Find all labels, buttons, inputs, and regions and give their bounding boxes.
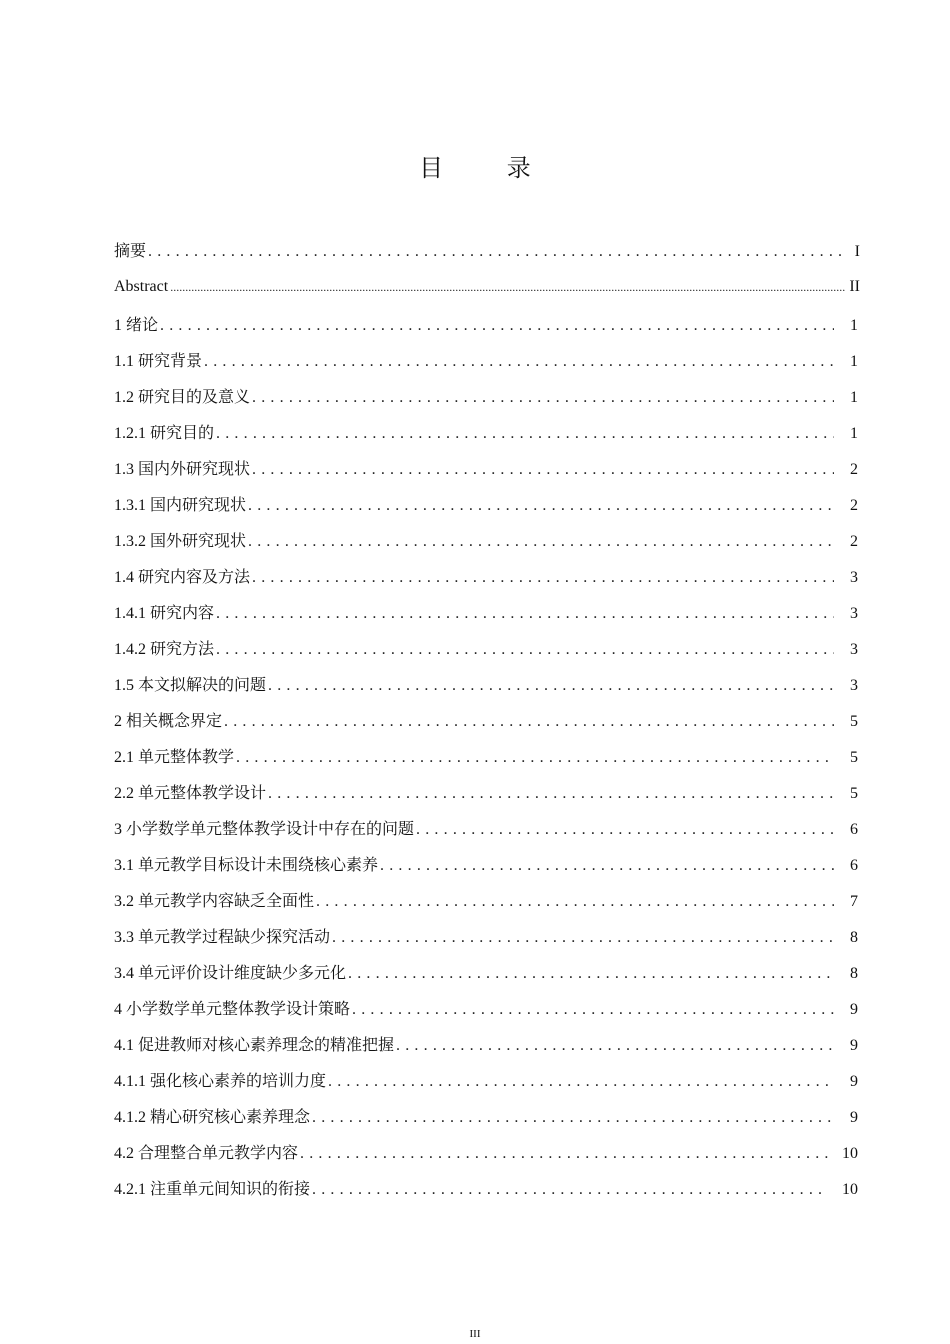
toc-entry[interactable] xyxy=(114,312,860,348)
toc-entry-label: 1.1 研究背景 xyxy=(114,353,203,370)
toc-entry-page: 1 xyxy=(850,353,858,370)
toc-entry-label: 摘要 xyxy=(114,243,147,260)
toc-entry-label: Abstract xyxy=(114,278,169,295)
toc-entry-page: 5 xyxy=(850,713,858,730)
toc-entry[interactable] xyxy=(114,816,860,852)
toc-entry-page: 6 xyxy=(850,857,858,874)
dot-leader xyxy=(224,713,834,731)
dot-leader xyxy=(312,1181,828,1199)
toc-entry-page: 7 xyxy=(850,893,858,910)
toc-entry[interactable] xyxy=(114,348,860,384)
toc-entry[interactable] xyxy=(114,960,860,996)
toc-entry-page: 1 xyxy=(850,425,858,442)
toc-entry[interactable] xyxy=(114,1140,860,1176)
toc-entry-label: 3.2 单元教学内容缺乏全面性 xyxy=(114,893,315,910)
toc-entry-label: 4.2.1 注重单元间知识的衔接 xyxy=(114,1181,311,1198)
toc-entry-page: 10 xyxy=(842,1145,858,1162)
toc-entry-page: 5 xyxy=(850,749,858,766)
toc-entry-label: 2.1 单元整体教学 xyxy=(114,749,235,766)
dot-leader xyxy=(312,1109,834,1127)
toc-entry-label: 4.1.2 精心研究核心素养理念 xyxy=(114,1109,311,1126)
toc-title: 目 录 xyxy=(419,154,559,182)
toc-entry-page: I xyxy=(854,243,860,260)
toc-entry[interactable] xyxy=(114,492,860,528)
dot-leader xyxy=(252,461,834,479)
toc-entry[interactable] xyxy=(114,528,860,564)
toc-entry[interactable] xyxy=(114,278,860,312)
toc-entry-page: 3 xyxy=(850,641,858,658)
dot-leader xyxy=(268,785,834,803)
toc-entry-label: 4.1.1 强化核心素养的培训力度 xyxy=(114,1073,327,1090)
toc-entry[interactable] xyxy=(114,456,860,492)
toc-entry-page: 9 xyxy=(850,1037,858,1054)
toc-entry[interactable] xyxy=(114,924,860,960)
dot-leader xyxy=(148,243,846,261)
dot-leader xyxy=(160,317,834,335)
toc-entry-label: 1.3 国内外研究现状 xyxy=(114,461,251,478)
dot-leader xyxy=(268,677,834,695)
toc-entry-label: 2.2 单元整体教学设计 xyxy=(114,785,267,802)
dot-leader xyxy=(380,857,834,875)
toc-entry-page: 1 xyxy=(850,317,858,334)
dot-leader xyxy=(216,605,834,623)
toc-entry-page: 9 xyxy=(850,1001,858,1018)
dot-leader xyxy=(332,929,834,947)
toc-entry-label: 4.2 合理整合单元教学内容 xyxy=(114,1145,299,1162)
toc-entry[interactable] xyxy=(114,600,860,636)
toc-entry[interactable] xyxy=(114,888,860,924)
toc-entry-label: 3.3 单元教学过程缺少探究活动 xyxy=(114,929,331,946)
dot-leader xyxy=(248,497,834,515)
toc-entry-page: 1 xyxy=(850,389,858,406)
toc-entry[interactable] xyxy=(114,420,860,456)
toc-entry-page: 6 xyxy=(850,821,858,838)
dot-leader xyxy=(348,965,834,983)
toc-entry-page: 2 xyxy=(850,461,858,478)
dot-leader xyxy=(352,1001,834,1019)
toc-entry-label: 1.4.1 研究内容 xyxy=(114,605,215,622)
toc-entry[interactable] xyxy=(114,672,860,708)
toc-entry-page: 5 xyxy=(850,785,858,802)
dot-leader xyxy=(416,821,834,839)
dot-leader xyxy=(236,749,834,767)
toc-entry-page: 9 xyxy=(850,1073,858,1090)
toc-entry-page: 8 xyxy=(850,929,858,946)
toc-entry[interactable] xyxy=(114,384,860,420)
toc-entry[interactable] xyxy=(114,708,860,744)
toc-entry[interactable] xyxy=(114,744,860,780)
toc-entry[interactable] xyxy=(114,852,860,888)
toc-entry-label: 1.3.1 国内研究现状 xyxy=(114,497,247,514)
toc-entry-label: 1.4 研究内容及方法 xyxy=(114,569,251,586)
dot-leader xyxy=(248,533,834,551)
toc-entry[interactable] xyxy=(114,564,860,600)
toc-entry[interactable] xyxy=(114,1032,860,1068)
toc-entry-label: 1 绪论 xyxy=(114,317,159,334)
toc-entry-page: 3 xyxy=(850,677,858,694)
toc-entry-page: 10 xyxy=(842,1181,858,1198)
toc-entry-label: 2 相关概念界定 xyxy=(114,713,223,730)
dot-leader xyxy=(252,389,834,407)
dot-leader xyxy=(396,1037,834,1055)
toc-entry-label: 4 小学数学单元整体教学设计策略 xyxy=(114,1001,351,1018)
toc-entry-label: 4.1 促进教师对核心素养理念的精准把握 xyxy=(114,1037,395,1054)
toc-entry-label: 1.2.1 研究目的 xyxy=(114,425,215,442)
dot-leader xyxy=(216,641,834,659)
toc-entry-page: 2 xyxy=(850,497,858,514)
dot-leader xyxy=(316,893,834,911)
table-of-contents xyxy=(114,238,860,1212)
toc-entry-label: 3 小学数学单元整体教学设计中存在的问题 xyxy=(114,821,415,838)
toc-entry[interactable] xyxy=(114,1068,860,1104)
toc-entry-page: 9 xyxy=(850,1109,858,1126)
toc-entry[interactable] xyxy=(114,996,860,1032)
toc-entry-label: 1.3.2 国外研究现状 xyxy=(114,533,247,550)
toc-entry[interactable] xyxy=(114,238,860,278)
page-number-footer: III xyxy=(469,1328,481,1340)
toc-entry-page: II xyxy=(849,278,860,295)
toc-entry-page: 8 xyxy=(850,965,858,982)
toc-entry-page: 2 xyxy=(850,533,858,550)
dot-leader xyxy=(328,1073,834,1091)
toc-entry-label: 3.1 单元教学目标设计未围绕核心素养 xyxy=(114,857,379,874)
toc-entry[interactable] xyxy=(114,636,860,672)
toc-entry[interactable] xyxy=(114,1176,860,1212)
toc-entry[interactable] xyxy=(114,780,860,816)
dot-leader xyxy=(252,569,834,587)
toc-entry-page: 3 xyxy=(850,605,858,622)
toc-entry-label: 1.2 研究目的及意义 xyxy=(114,389,251,406)
toc-entry[interactable] xyxy=(114,1104,860,1140)
toc-entry-label: 1.4.2 研究方法 xyxy=(114,641,215,658)
dot-leader xyxy=(300,1145,828,1163)
dot-leader xyxy=(216,425,834,443)
dot-leader xyxy=(170,278,845,296)
dot-leader xyxy=(204,353,834,371)
toc-entry-page: 3 xyxy=(850,569,858,586)
toc-entry-label: 1.5 本文拟解决的问题 xyxy=(114,677,267,694)
toc-entry-label: 3.4 单元评价设计维度缺少多元化 xyxy=(114,965,347,982)
